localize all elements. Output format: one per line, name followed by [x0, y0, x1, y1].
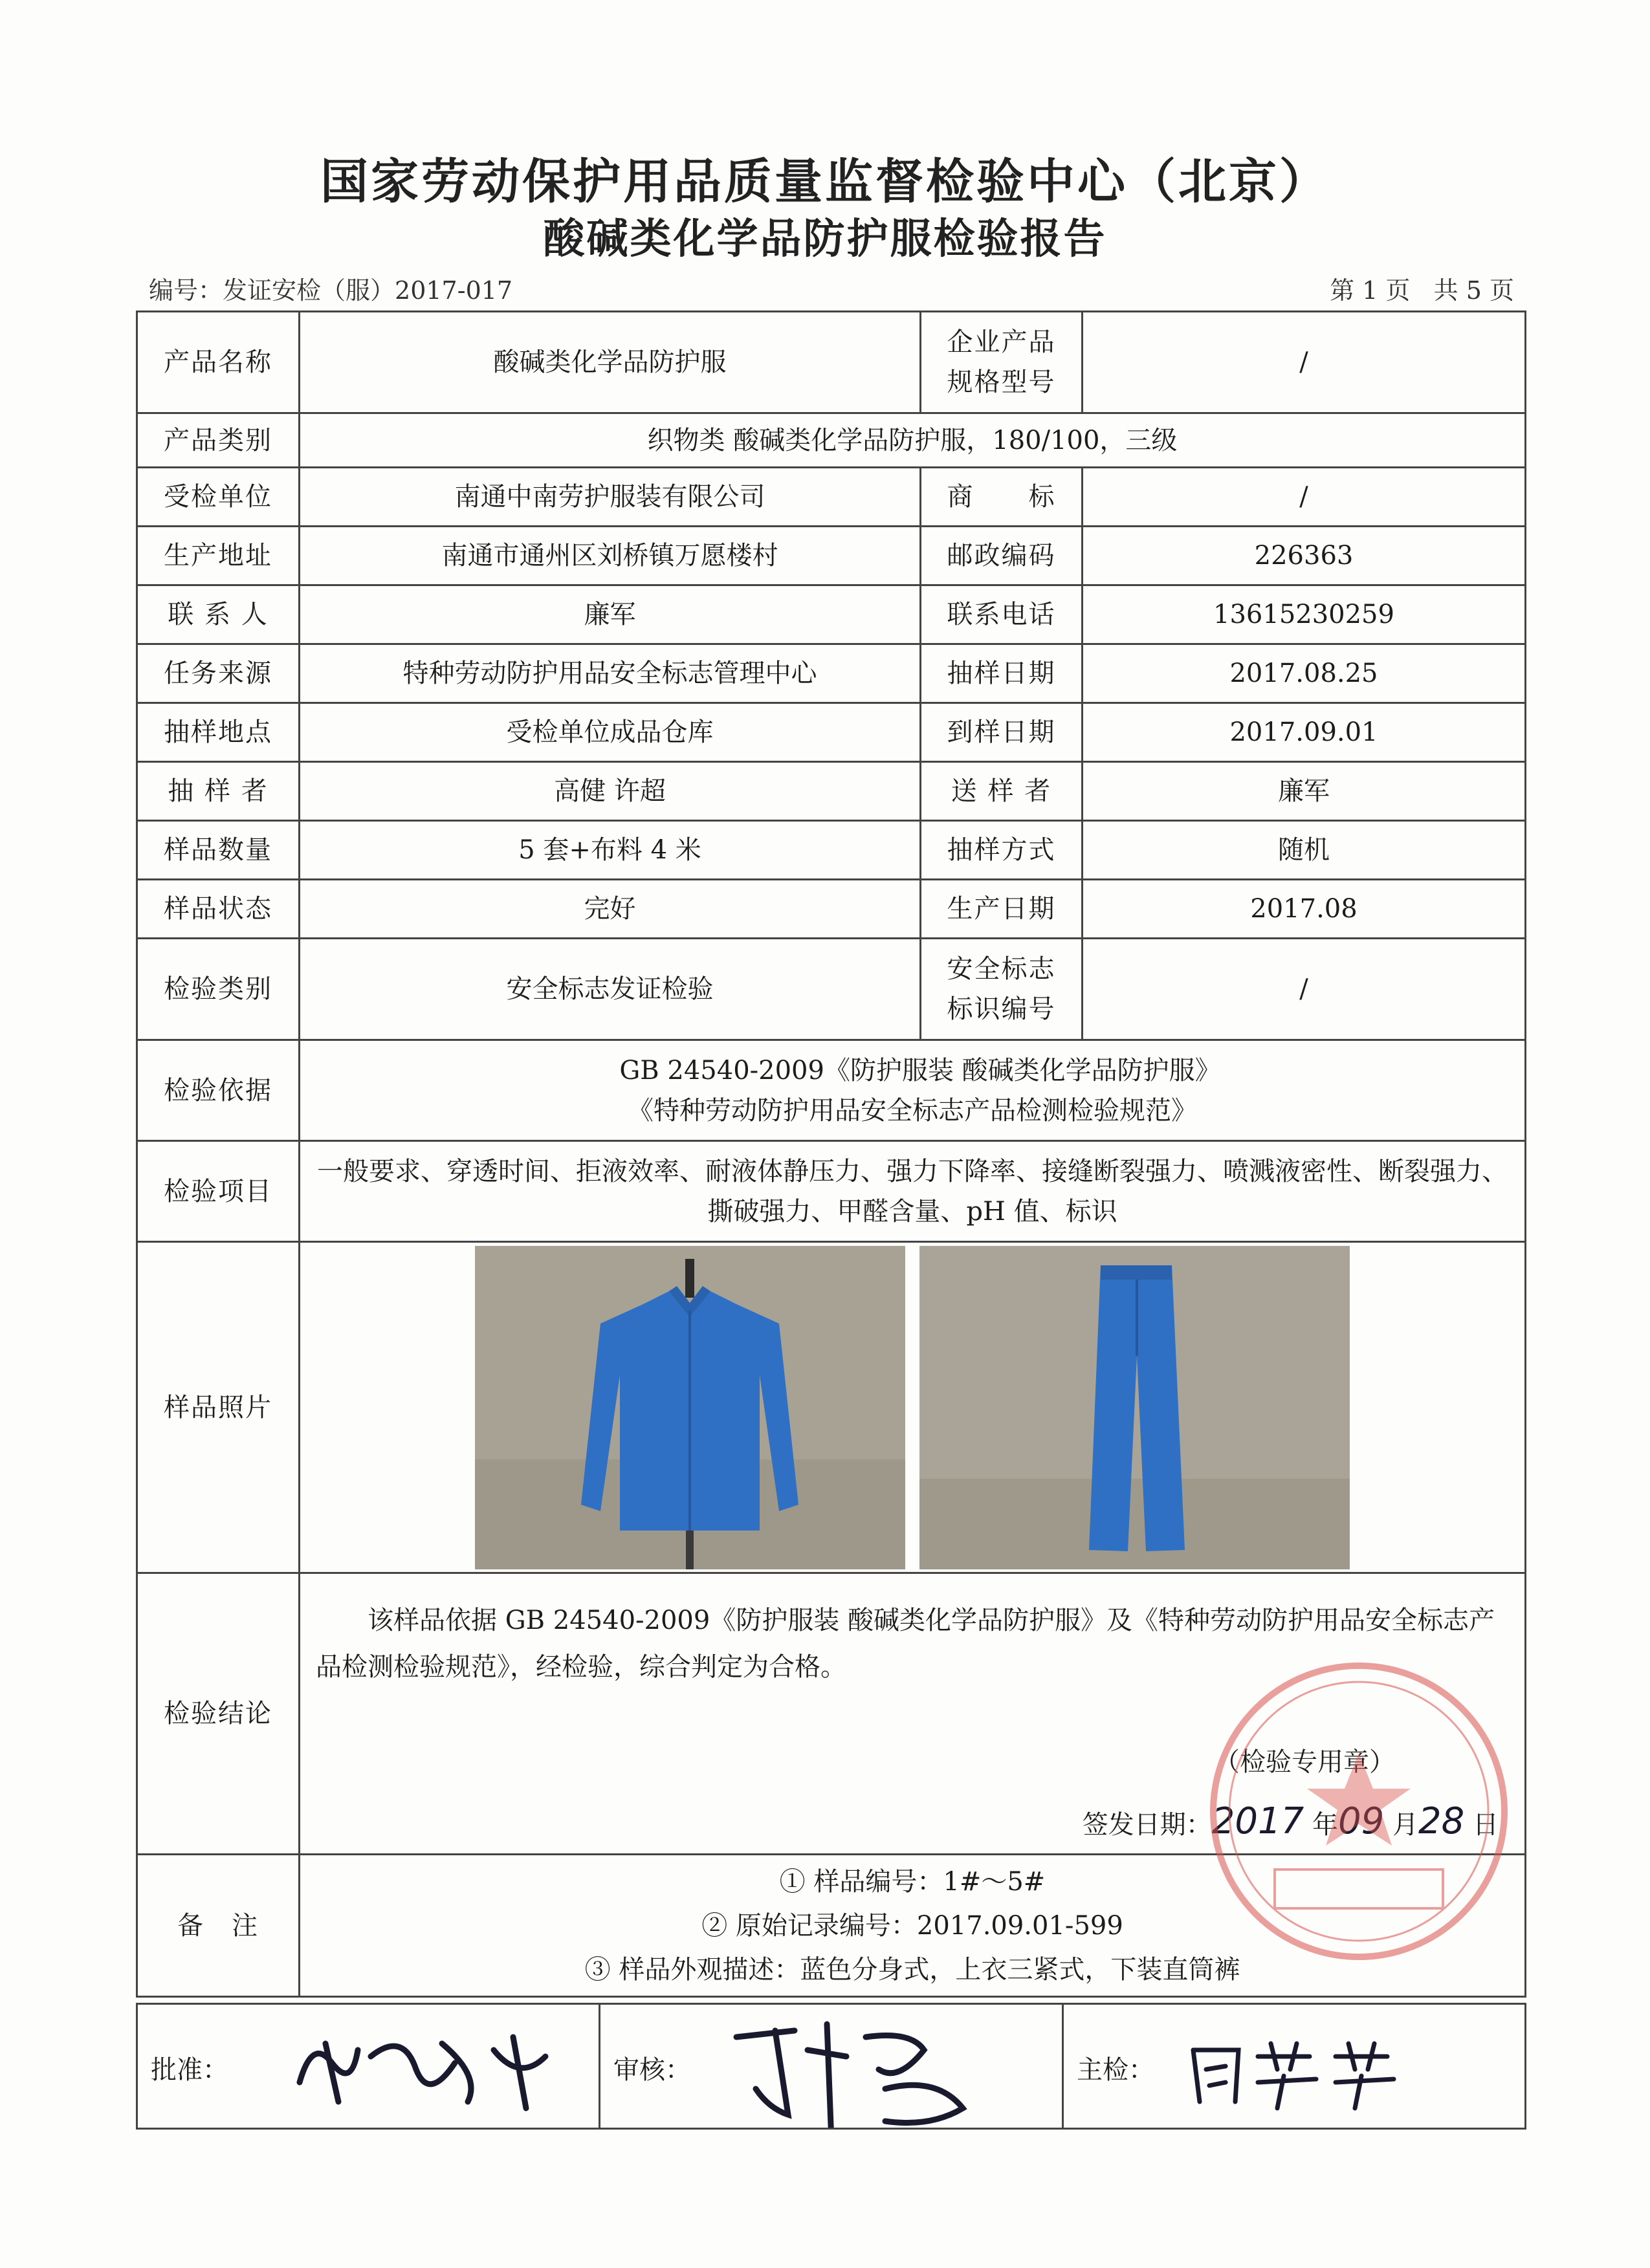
report-number-label: 编号： [149, 276, 223, 305]
basis-value [300, 1040, 1526, 1141]
contact-label: 联 系 人 [137, 585, 300, 644]
report-number [149, 270, 512, 306]
trousers-photo-image [919, 1246, 1350, 1569]
quantity-value: 5 套+布料 4 米 [300, 821, 921, 880]
review-label: 审核： [613, 2055, 691, 2085]
trousers-photo [919, 1246, 1350, 1569]
report-subtitle: 酸碱类化学品防护服检验报告 [543, 215, 1107, 263]
conclusion-cell [300, 1573, 1526, 1855]
inspection-type-label: 检验类别 [137, 939, 300, 1040]
approve-label: 批准： [151, 2055, 228, 2085]
approve-cell [137, 2004, 600, 2129]
issue-date-label: 签发日期： [1082, 1810, 1212, 1840]
safety-mark-value: / [1083, 939, 1526, 1040]
issue-year-unit: 年 [1312, 1810, 1339, 1840]
note-2: ② 原始记录编号：2017.09.01-599 [701, 1910, 1123, 1941]
stamp-label: （检验专用章） [1214, 1747, 1395, 1777]
contact-value: 廉军 [300, 585, 921, 644]
production-date-label: 生产日期 [921, 880, 1083, 939]
basis-line-1: GB 24540-2009《防护服装 酸碱类化学品防护服》 [619, 1055, 1221, 1085]
jacket-photo-image [475, 1246, 905, 1569]
sampler-value: 高健 许超 [300, 762, 921, 821]
product-name-value: 酸碱类化学品防护服 [300, 312, 921, 413]
review-cell [600, 2004, 1063, 2129]
review-signature [717, 2011, 989, 2129]
page-number: 第 1 页 [1330, 276, 1411, 305]
note-1: ① 样品编号：1#～5# [779, 1866, 1046, 1897]
conclusion-text: 该样品依据 GB 24540-2009《防护服装 酸碱类化学品防护服》及《特种劳动防护用品安全标志产品检测检验规范》，经检验，综合判定为合格。 [316, 1606, 1495, 1682]
phone-label: 联系电话 [921, 585, 1083, 644]
page-indicator [1330, 270, 1514, 306]
jacket-photo [475, 1246, 905, 1569]
inspection-type-value: 安全标志发证检验 [300, 939, 921, 1040]
basis-label: 检验依据 [137, 1040, 300, 1141]
product-name-label: 产品名称 [137, 312, 300, 413]
safety-mark-label-line-1: 安全标志 [947, 954, 1056, 984]
postcode-label: 邮政编码 [921, 527, 1083, 585]
trademark-label: 商 标 [921, 468, 1083, 527]
sampling-date-label: 抽样日期 [921, 644, 1083, 703]
spec-value: / [1083, 312, 1526, 413]
state-value: 完好 [300, 880, 921, 939]
postcode-value: 226363 [1083, 527, 1526, 585]
phone-value: 13615230259 [1083, 585, 1526, 644]
issue-date [1083, 1794, 1499, 1850]
chief-signature [1180, 2031, 1439, 2115]
sender-label: 送 样 者 [921, 762, 1083, 821]
spec-label-line-2: 规格型号 [947, 367, 1056, 397]
spec-label [921, 312, 1083, 413]
conclusion-label: 检验结论 [137, 1573, 300, 1855]
spec-label-line-1: 企业产品 [947, 327, 1056, 357]
quantity-label: 样品数量 [137, 821, 300, 880]
photo-label: 样品照片 [137, 1242, 300, 1573]
address-value: 南通市通州区刘桥镇万愿楼村 [300, 527, 921, 585]
inspected-unit-label: 受检单位 [137, 468, 300, 527]
notes-label: 备 注 [137, 1855, 300, 1997]
arrival-date-label: 到样日期 [921, 703, 1083, 762]
state-label: 样品状态 [137, 880, 300, 939]
report-title: 国家劳动保护用品质量监督检验中心（北京） [320, 154, 1330, 210]
notes-cell [300, 1855, 1526, 1997]
inspected-unit-value: 南通中南劳护服装有限公司 [300, 468, 921, 527]
report-number-value: 发证安检（服）2017-017 [223, 276, 513, 305]
basis-line-2: 《特种劳动防护用品安全标志产品检测检验规范》 [628, 1095, 1197, 1126]
signature-table [136, 2003, 1526, 2130]
issue-month-unit: 月 [1392, 1810, 1419, 1840]
task-source-value: 特种劳动防护用品安全标志管理中心 [300, 644, 921, 703]
photo-cell [300, 1242, 1526, 1573]
issue-year: 2017 [1211, 1800, 1304, 1842]
issue-day-unit: 日 [1473, 1810, 1499, 1840]
note-3: ③ 样品外观描述：蓝色分身式，上衣三紧式，下装直筒裤 [584, 1954, 1240, 1985]
arrival-date-value: 2017.09.01 [1083, 703, 1526, 762]
production-date-value: 2017.08 [1083, 880, 1526, 939]
issue-month: 09 [1338, 1800, 1385, 1842]
category-value: 织物类 酸碱类化学品防护服，180/100，三级 [300, 413, 1526, 468]
items-label: 检验项目 [137, 1141, 300, 1242]
sampling-method-value: 随机 [1083, 821, 1526, 880]
trademark-value: / [1083, 468, 1526, 527]
report-table [136, 311, 1526, 1998]
sampling-place-label: 抽样地点 [137, 703, 300, 762]
sender-value: 廉军 [1083, 762, 1526, 821]
safety-mark-label-line-2: 标识编号 [947, 994, 1056, 1024]
issue-day: 28 [1418, 1800, 1465, 1842]
items-value: 一般要求、穿透时间、拒液效率、耐液体静压力、强力下降率、接缝断裂强力、喷溅液密性、断裂强力、撕破强力、甲醛含量、pH 值、标识 [300, 1141, 1526, 1242]
chief-label: 主检： [1077, 2055, 1154, 2085]
sampling-method-label: 抽样方式 [921, 821, 1083, 880]
approve-signature [287, 2024, 571, 2115]
sampling-place-value: 受检单位成品仓库 [300, 703, 921, 762]
safety-mark-label [921, 939, 1083, 1040]
address-label: 生产地址 [137, 527, 300, 585]
category-label: 产品类别 [137, 413, 300, 468]
chief-cell [1063, 2004, 1526, 2129]
task-source-label: 任务来源 [137, 644, 300, 703]
page-total: 共 5 页 [1433, 276, 1514, 305]
sampling-date-value: 2017.08.25 [1083, 644, 1526, 703]
sampler-label: 抽 样 者 [137, 762, 300, 821]
